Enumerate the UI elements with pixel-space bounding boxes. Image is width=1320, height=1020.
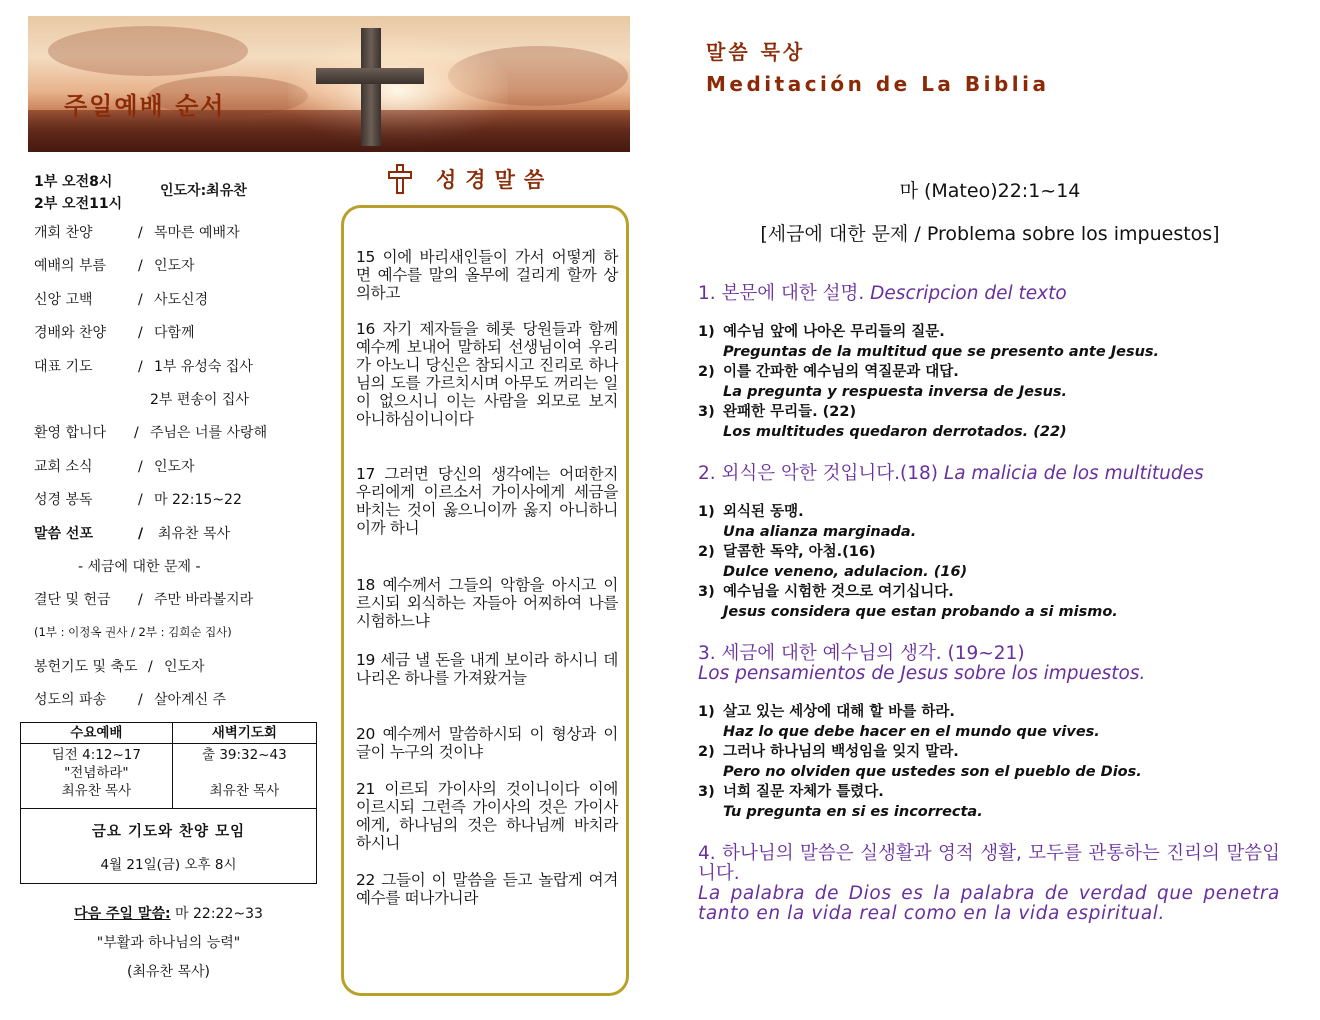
verse: 17 그러면 당신의 생각에는 어떠한지 우리에게 이르소서 가이사에게 세금을 바치는 것이 옳으니이까 옳지 아니하니이까 하니 bbox=[356, 465, 618, 537]
next-sermon-passage: 마 22:22~33 bbox=[170, 906, 263, 922]
offering-prayer-note: (1부 : 이정옥 권사 / 2부 : 김희순 집사) bbox=[34, 624, 232, 639]
cross-image bbox=[361, 28, 381, 146]
service-time-1: 1부 오전8시 bbox=[34, 174, 113, 190]
order-item: 대표 기도 / 1부 유성숙 집사 bbox=[34, 358, 253, 375]
verse: 16 자기 제자들을 헤롯 당원들과 함께 예수께 보내어 말하되 선생님이여 우리가 아노니 당신은 참되시고 진리로 하나님의 도를 가르치시며 아무도 꺼리는 일이 없으시니 이는 사람을 외모로 보지 아니하심이니이다 bbox=[356, 320, 618, 428]
order-item: 봉헌기도 및 축도 / 인도자 bbox=[34, 659, 205, 676]
header-banner-image bbox=[28, 16, 630, 152]
friday-meeting-box bbox=[20, 808, 317, 884]
order-item: 교회 소식 / 인도자 bbox=[34, 458, 195, 475]
order-item: 2부 편송이 집사 bbox=[150, 391, 249, 408]
section-heading-2: 2. 외식은 악한 것입니다.(18) La malicia de los multitudes bbox=[698, 463, 1204, 484]
sermon-title: - 세금에 대한 문제 - bbox=[78, 558, 201, 575]
verse: 19 세금 낼 돈을 내게 보이라 하시니 데나리온 하나를 가져왔거늘 bbox=[356, 651, 618, 687]
next-sermon-label: 다음 주일 말씀: bbox=[74, 906, 171, 922]
order-item: 성도의 파송 / 살아계신 주 bbox=[34, 692, 227, 709]
order-item: 성경 봉독 / 마 22:15~22 bbox=[34, 492, 242, 509]
friday-meeting-time: 4월 21일(금) 오후 8시 bbox=[100, 857, 237, 873]
order-item: 개회 찬양 / 목마른 예배자 bbox=[34, 225, 240, 241]
scripture-title: 성경말씀 bbox=[436, 168, 554, 192]
cross-icon bbox=[388, 164, 412, 194]
service-time-2: 2부 오전11시 bbox=[34, 196, 123, 212]
order-item: 환영 합니다 / 주님은 너를 사랑해 bbox=[34, 425, 268, 442]
dawn-prayer-header: 새벽기도회 bbox=[172, 723, 316, 744]
verse: 20 예수께서 말씀하시되 이 형상과 이 글이 누구의 것이냐 bbox=[356, 725, 618, 761]
order-item: 예배의 부름 / 인도자 bbox=[34, 258, 195, 275]
section-items-1: 1) 예수님 앞에 나아온 무리들의 질문. Preguntas de la multitud que se presento ante Jesus. 2) 이를 간파한 예수님의 역질문과 대답. La pregunta y respuesta inversa de Jesus. 3) 완패한 무리들. (22) Los multitudes quedaron derrotados. (22) bbox=[698, 324, 1160, 440]
meditation-subject: [세금에 대한 문제 / Problema sobre los impuestos] bbox=[760, 223, 1220, 245]
meditation-title-ko: 말씀 묵상 bbox=[706, 40, 806, 64]
order-item: 신앙 고백 / 사도신경 bbox=[34, 291, 209, 308]
verse: 22 그들이 이 말씀을 듣고 놀랍게 여겨 예수를 떠나가니라 bbox=[356, 871, 618, 907]
next-sermon bbox=[20, 900, 317, 987]
section-heading-3: 3. 세금에 대한 예수님의 생각. (19~21) Los pensamientos de Jesus sobre los impuestos. bbox=[698, 643, 1146, 684]
meditation-reference: 마 (Mateo)22:1~14 bbox=[899, 180, 1081, 202]
next-sermon-title: "부활과 하나님의 능력" bbox=[96, 935, 241, 951]
wednesday-header: 수요예배 bbox=[21, 723, 173, 744]
order-item-sermon: 말씀 선포 / 최유찬 목사 bbox=[34, 525, 231, 542]
scripture-box bbox=[341, 205, 629, 996]
section-heading-1: 1. 본문에 대한 설명. Descripcion del texto bbox=[698, 283, 1067, 304]
section-items-2: 1) 외식된 동맹. Una alianza marginada. 2) 달콤한 독약, 아첨.(16) Dulce veneno, adulacion. (16) 3) 예수님을 시험한 것으로 여기십니다. Jesus considera que estan probando a si mismo. bbox=[698, 504, 1118, 620]
scripture-heading bbox=[388, 162, 588, 196]
next-sermon-preacher: (최유찬 목사) bbox=[127, 964, 210, 980]
order-item: 결단 및 헌금 / 주만 바라볼지라 bbox=[34, 592, 254, 609]
wednesday-cell: 딤전 4:12~17 "전념하라" 최유찬 목사 bbox=[21, 744, 173, 809]
worship-leader: 인도자:최유찬 bbox=[160, 183, 247, 199]
banner-title: 주일예배 순서 bbox=[64, 92, 226, 120]
section-heading-4: 4. 하나님의 말씀은 실생활과 영적 생활, 모두를 관통하는 진리의 말씀입니다. La palabra de Dios es la palabra de verdad que penetra tanto en la vida real como en la vida espiritual. bbox=[698, 843, 1280, 924]
verse: 18 예수께서 그들의 악함을 아시고 이르시되 외식하는 자들아 어찌하여 나를 시험하느냐 bbox=[356, 576, 618, 630]
friday-meeting-title: 금요 기도와 찬양 모임 bbox=[91, 824, 246, 840]
verse: 21 이르되 가이사의 것이니이다 이에 이르시되 그런즉 가이사의 것은 가이사에게, 하나님의 것은 하나님께 바치라 하시니 bbox=[356, 780, 618, 852]
verse: 15 이에 바리새인들이 가서 어떻게 하면 예수를 말의 올무에 걸리게 할까 상의하고 bbox=[356, 248, 618, 302]
weekday-services-table bbox=[20, 722, 317, 809]
section-items-3: 1) 살고 있는 세상에 대해 할 바를 하라. Haz lo que debe hacer en el mundo que vives. 2) 그러나 하나님의 백성임을 잊지 말라. Pero no olviden que ustedes son el pueblo de Dios. 3) 너희 질문 자체가 틀렸다. Tu pregunta en si es incorrecta. bbox=[698, 704, 1142, 820]
meditation-title-es: Meditación de La Biblia bbox=[706, 72, 1050, 96]
order-item: 경배와 찬양 / 다함께 bbox=[34, 325, 195, 342]
dawn-prayer-cell: 출 39:32~43 최유찬 목사 bbox=[172, 744, 316, 809]
worship-order-list bbox=[34, 220, 334, 721]
